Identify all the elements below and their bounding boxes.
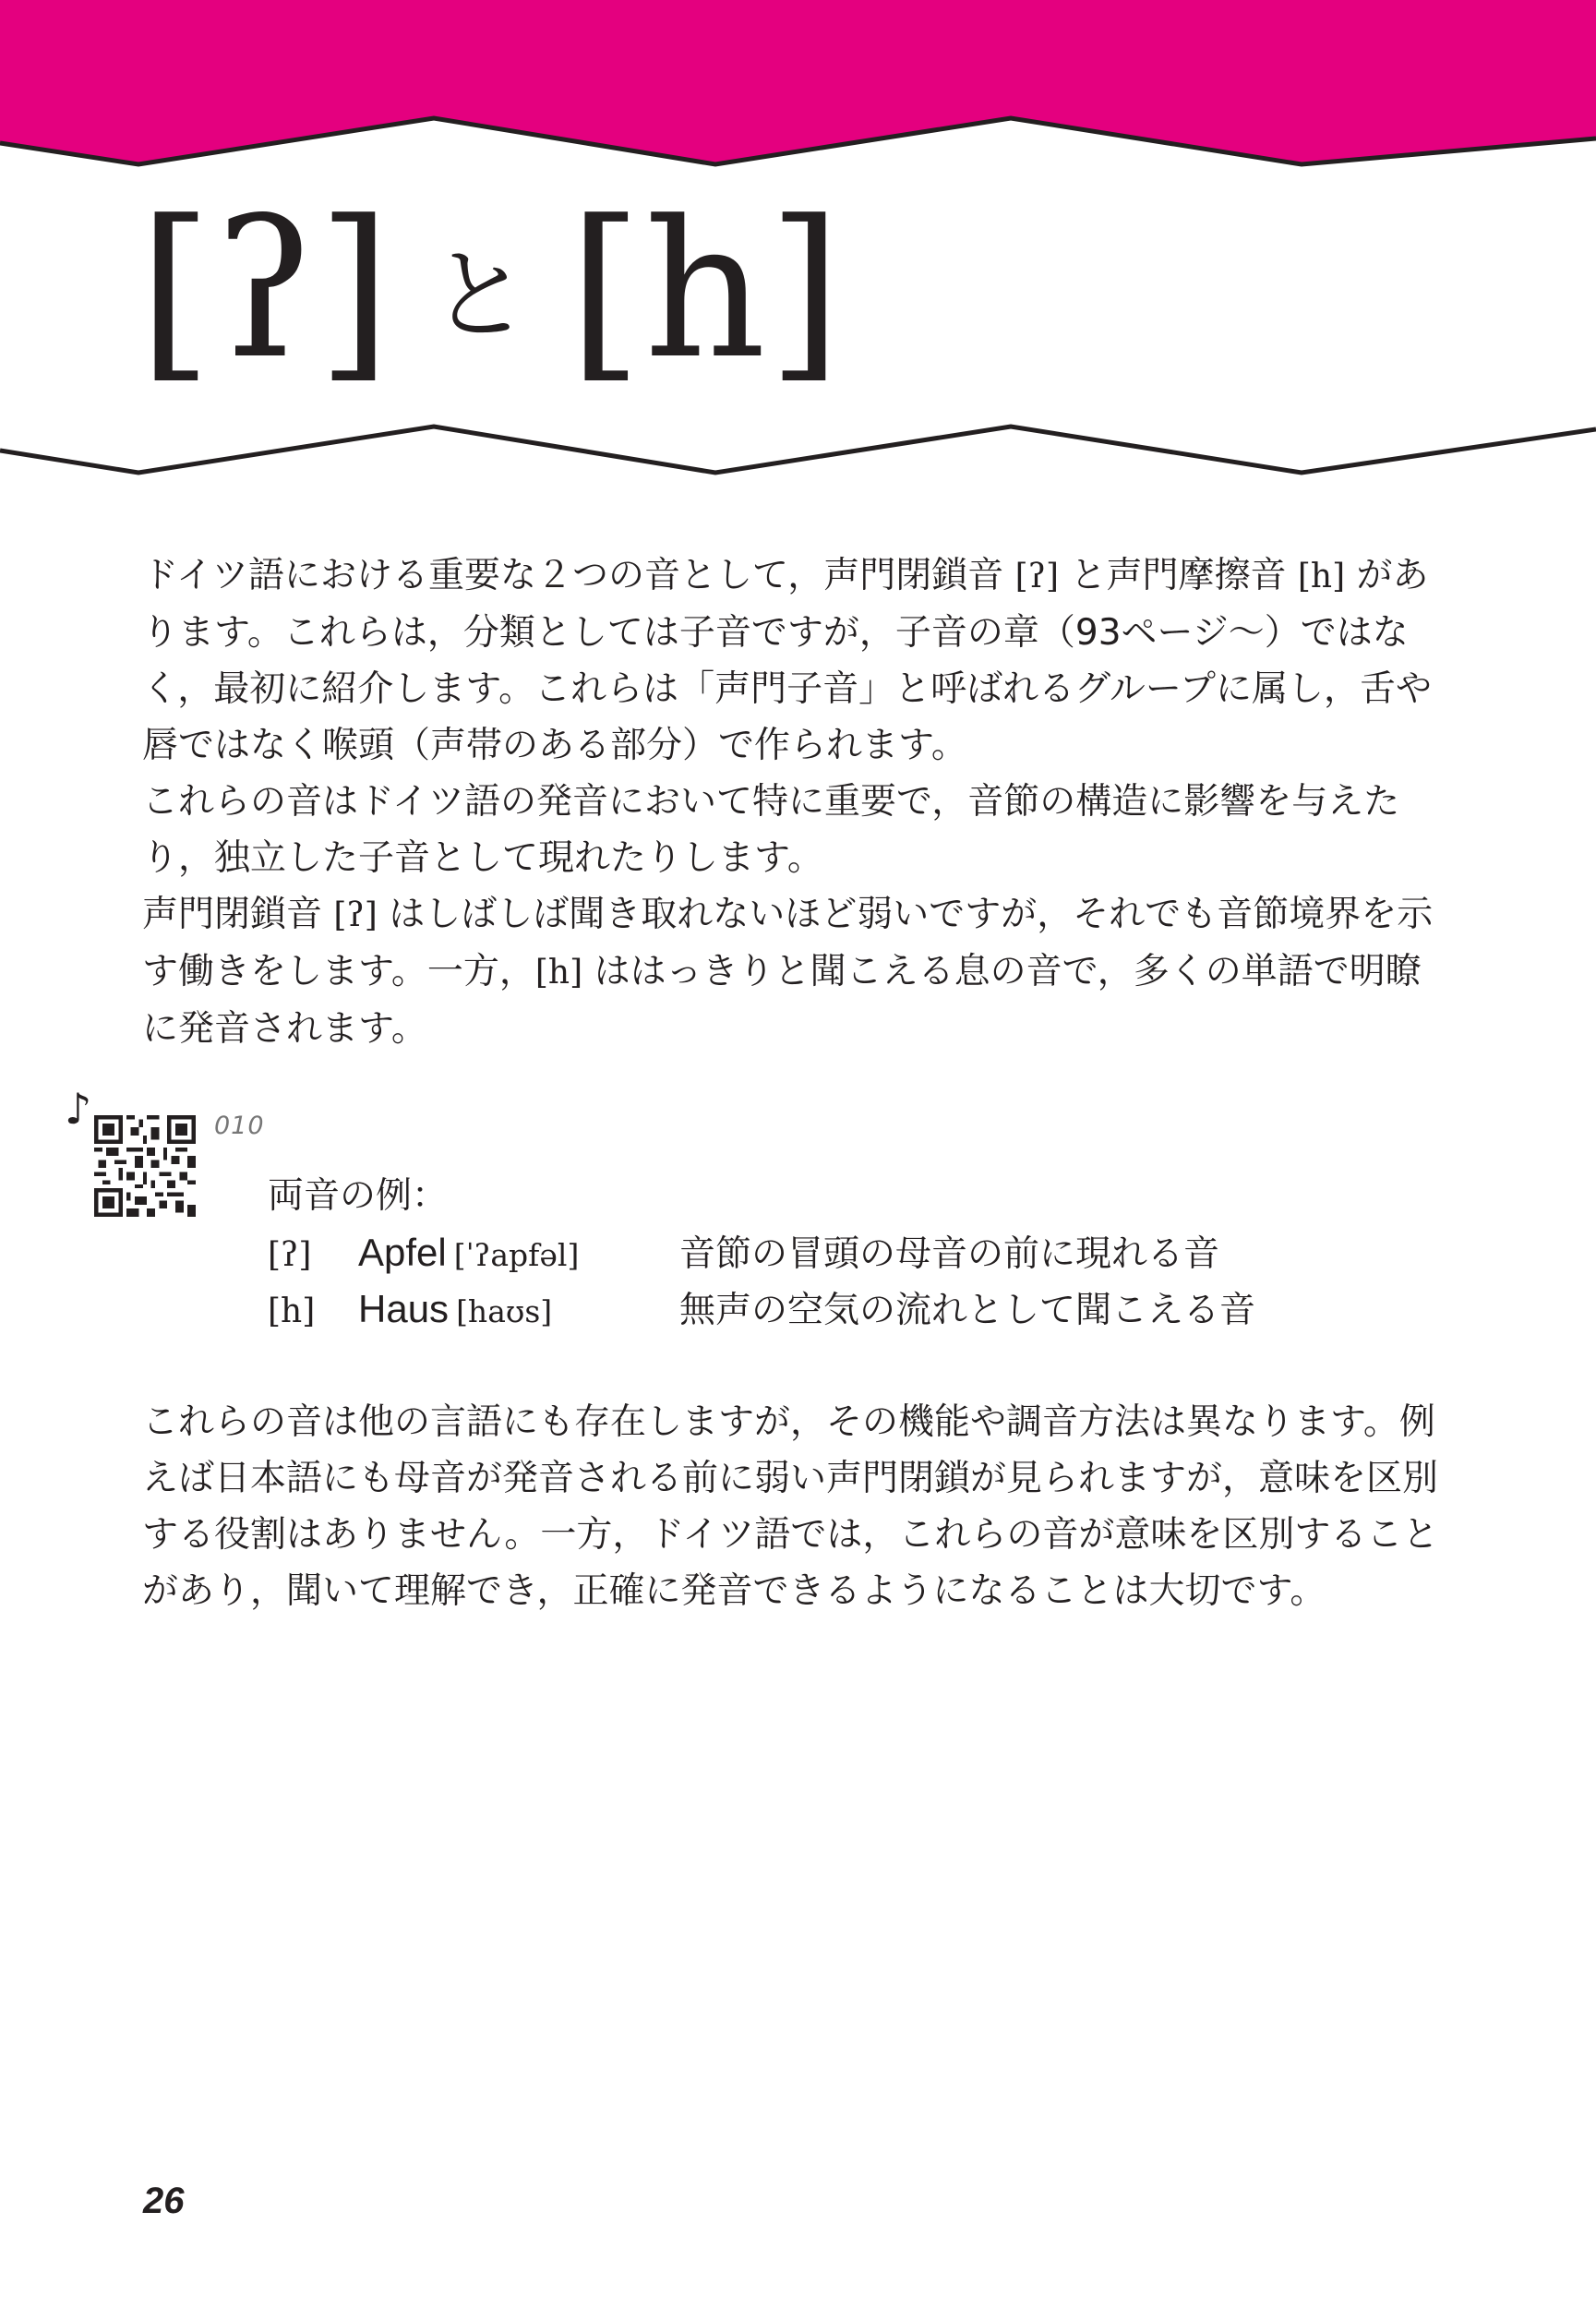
qr-code-icon[interactable] <box>94 1115 196 1217</box>
page-title <box>138 180 844 407</box>
example-word-cell <box>358 1224 679 1283</box>
closing-text <box>142 1394 1448 1619</box>
example-word: Apfel <box>358 1231 447 1274</box>
text-run: ははっきりと聞こえる息の音で，多くの単語で明瞭に発音されます。 <box>142 951 1422 1050</box>
pink-banner <box>0 0 1596 164</box>
example-row <box>268 1224 1255 1280</box>
text-run: 声門閉鎖音 <box>142 894 334 935</box>
ipa-symbol: [h] <box>534 954 583 992</box>
example-word: Haus <box>358 1287 450 1330</box>
ipa-symbol: [ʔ] <box>1014 558 1060 595</box>
page-number: 26 <box>143 2181 185 2221</box>
example-row <box>268 1280 1255 1337</box>
example-pronunciation: [ˈʔapfəl] <box>453 1237 580 1273</box>
intro-paragraph-1 <box>142 547 1448 774</box>
ipa-symbol: [h] <box>1297 558 1346 595</box>
example-pronunciation: [haʊs] <box>456 1293 553 1329</box>
title-glottal-stop: [ʔ] <box>138 181 393 401</box>
text-run: ドイツ語における重要な２つの音として，声門閉鎖音 <box>142 555 1015 596</box>
audio-track-number: 010 <box>214 1112 265 1140</box>
ipa-symbol: [ʔ] <box>333 896 378 934</box>
closing-paragraph: これらの音は他の言語にも存在しますが，その機能や調音方法は異なります。例えば日本語にも母音が発音される前に弱い声門閉鎖が見られますが，意味を区別する役割はありません。一方，ドイツ語では，これらの音が意味を区別することがあり，聞いて理解でき，正確に発音できるようになることは大切です。 <box>142 1401 1439 1612</box>
text-run: と声門摩擦音 <box>1059 555 1298 596</box>
intro-paragraph-2: これらの音はドイツ語の発音において特に重要で，音節の構造に影響を与えたり，独立した子音として現れたりします。 <box>142 781 1400 879</box>
bottom-zigzag-rule <box>0 427 1596 473</box>
example-symbol: [h] <box>268 1292 316 1330</box>
text-run: があります。これらは，分類としては子音ですが，子音の章（93ページ〜）ではなく，最初に紹介します。これらは「声門子音」と呼ばれるグループに属し，舌や唇ではなく喉頭（声帯のある部分）で作られます。 <box>142 555 1432 766</box>
music-note-icon: ♪ <box>65 1084 92 1134</box>
title-h: [h] <box>568 181 844 401</box>
examples-heading: 両音の例： <box>268 1175 449 1217</box>
example-description: 音節の冒頭の母音の前に現れる音 <box>679 1233 1220 1275</box>
audio-block[interactable] <box>65 1084 203 1226</box>
example-description: 無声の空気の流れとして聞こえる音 <box>679 1290 1256 1331</box>
examples-block <box>268 1168 1255 1337</box>
example-symbol: [ʔ] <box>268 1236 312 1274</box>
intro-text <box>142 547 1448 1057</box>
title-connector: と <box>429 238 532 354</box>
intro-paragraph-3 <box>142 886 1448 1057</box>
example-word-cell <box>358 1280 679 1340</box>
text-run: はしばしば聞き取れないほど弱いですが，それでも音節境界を示す働きをします。一方， <box>142 894 1434 992</box>
